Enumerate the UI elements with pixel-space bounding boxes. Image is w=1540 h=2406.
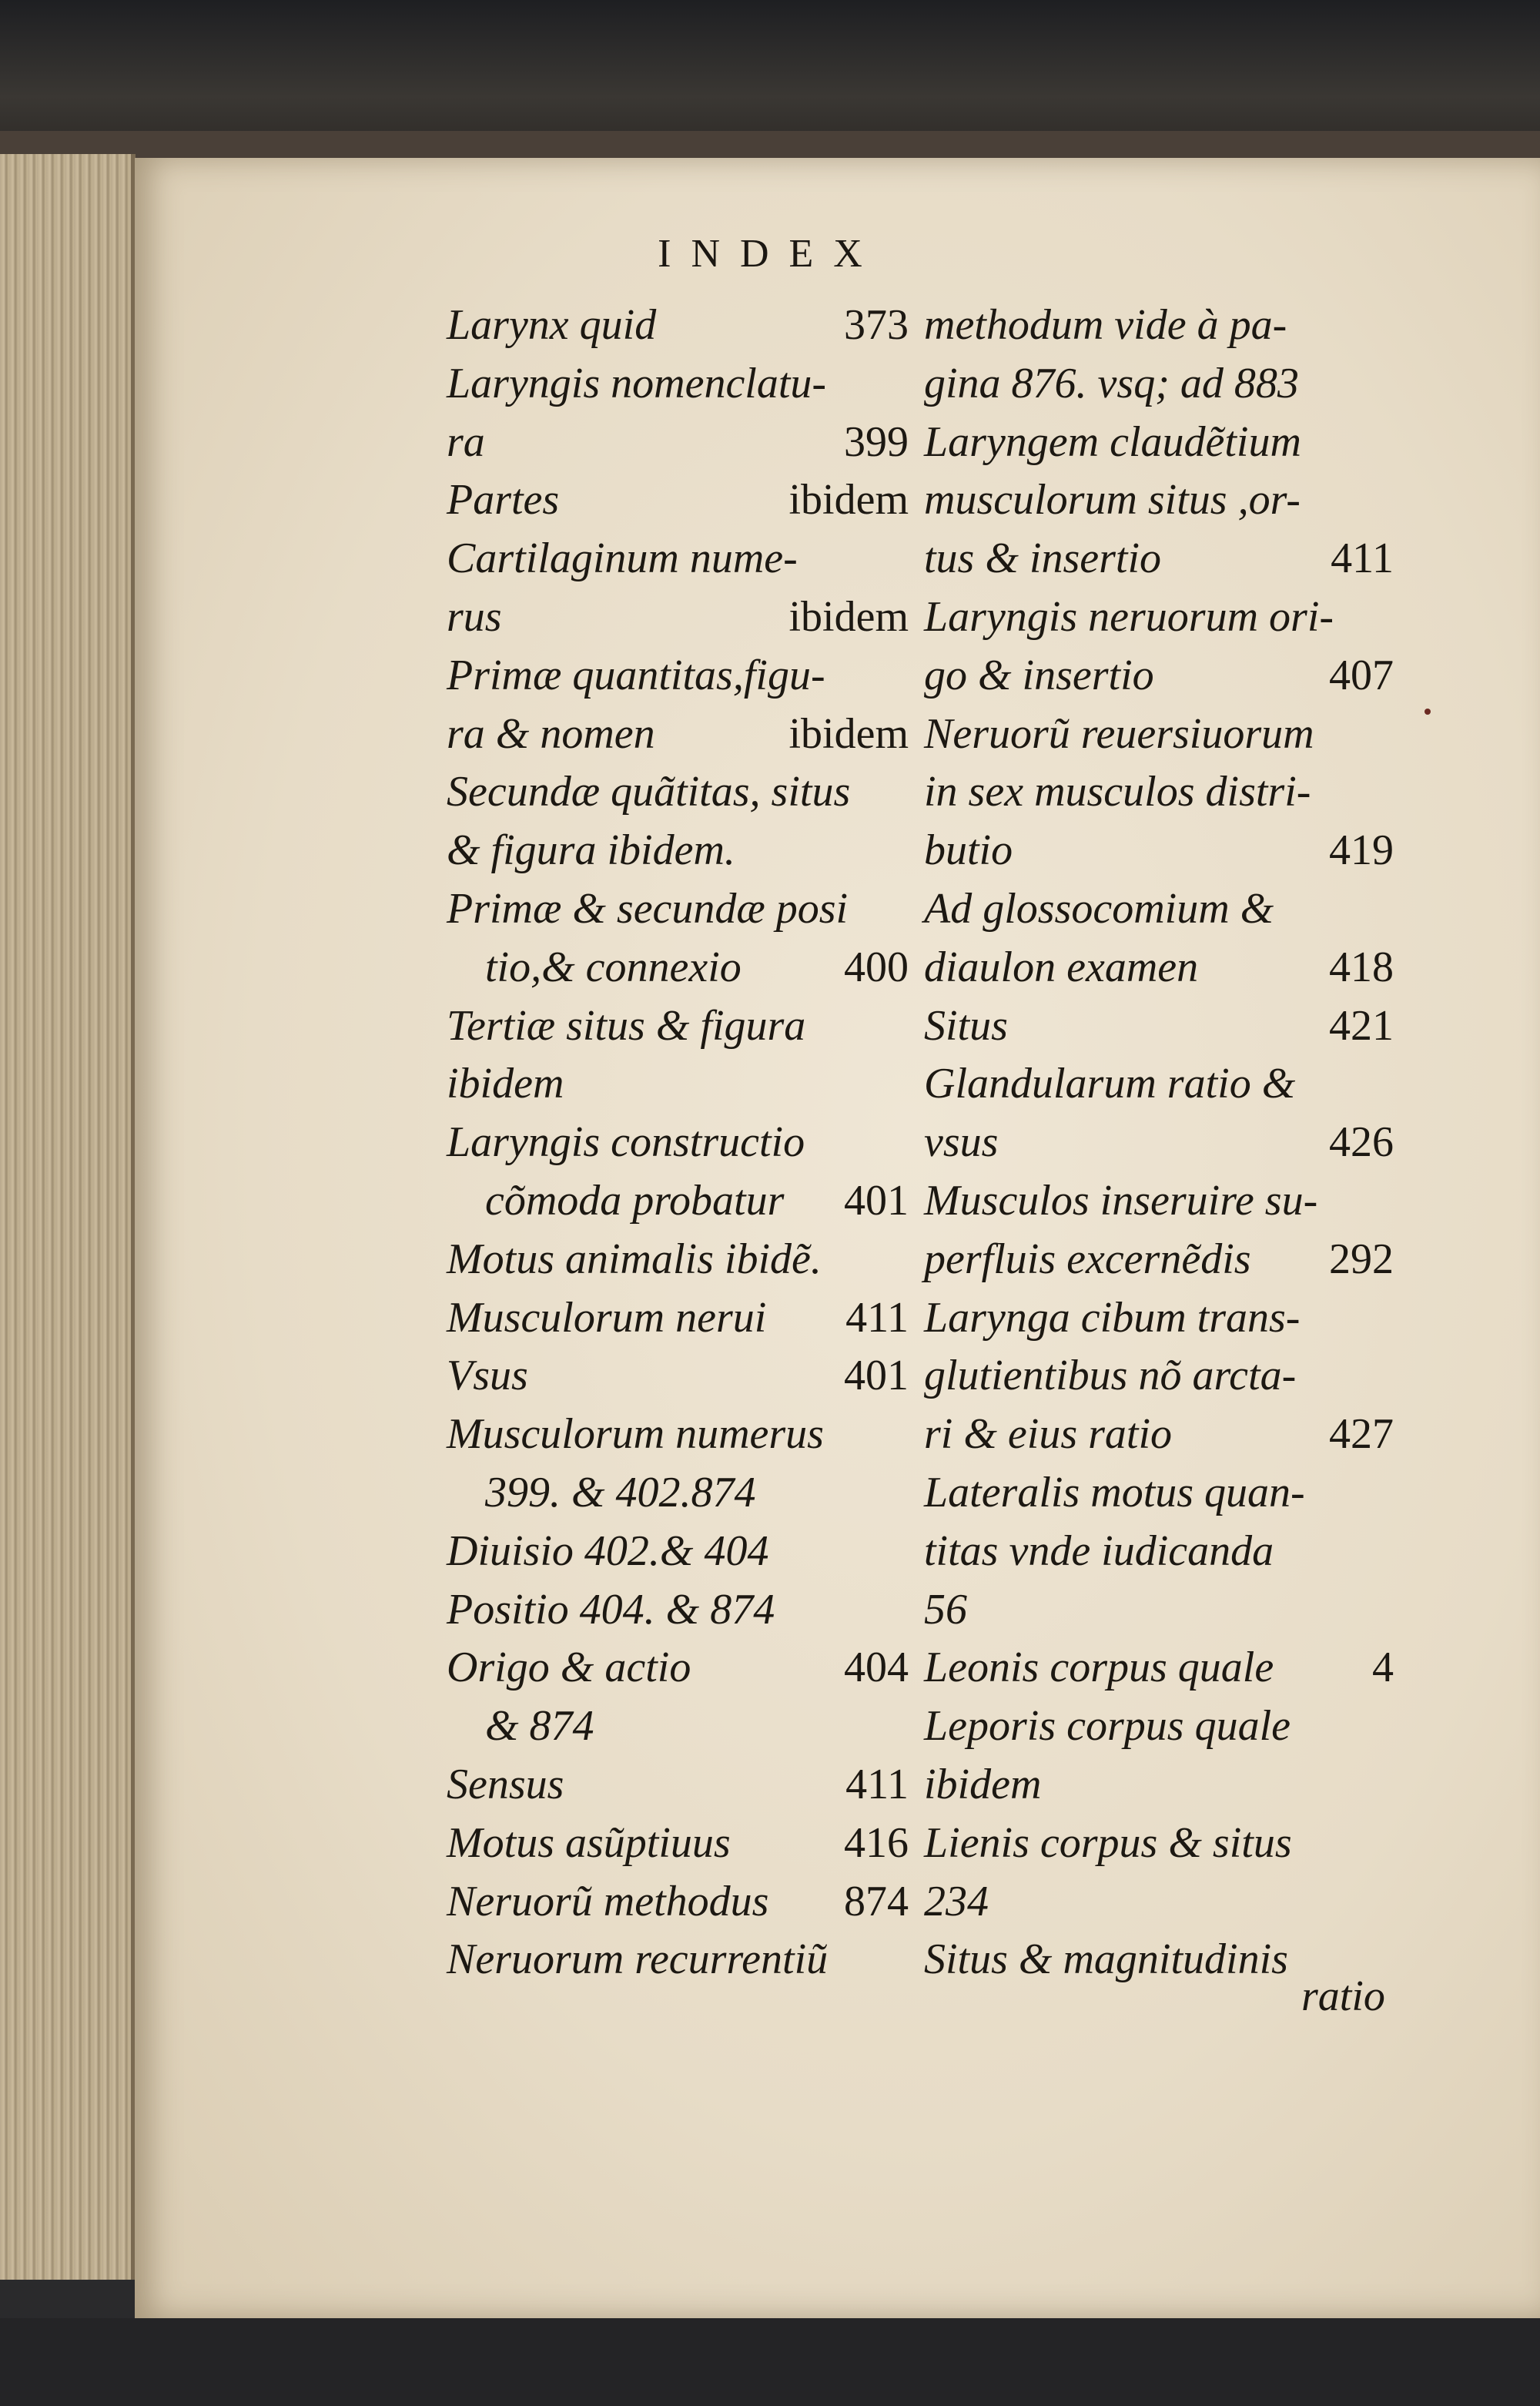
index-entry — [447, 588, 909, 647]
index-entry — [447, 1815, 909, 1873]
entry-page-ref: 400 — [844, 943, 909, 991]
entry-text: butio — [924, 826, 1013, 875]
entry-text: tio,& connexio — [485, 943, 742, 991]
entry-text: Neruorum recurrentiũ — [447, 1935, 829, 1984]
left-index-column — [447, 297, 909, 1989]
entry-text: ra — [447, 417, 485, 466]
entry-page-ref: ibidem — [788, 592, 909, 641]
entry-text: Musculos inseruire su- — [924, 1176, 1318, 1225]
entry-text: 56 — [924, 1585, 967, 1634]
index-entry — [924, 414, 1394, 472]
entry-text: Lienis corpus & situs — [924, 1818, 1292, 1867]
entry-page-ref: 4 — [1372, 1644, 1394, 1692]
entry-text: Musculorum nerui — [447, 1293, 767, 1342]
index-entry — [924, 705, 1394, 764]
index-entry — [447, 763, 909, 822]
entry-page-ref: 418 — [1329, 943, 1394, 991]
index-entry — [924, 1581, 1394, 1640]
entry-text: rus — [447, 592, 502, 641]
index-entry — [924, 1464, 1394, 1523]
entry-page-ref: 401 — [844, 1176, 909, 1225]
index-entry — [447, 355, 909, 414]
index-entry — [924, 1406, 1394, 1464]
index-entry — [447, 1464, 909, 1523]
entry-text: Laryngis constructio — [447, 1118, 805, 1167]
index-entry — [924, 939, 1394, 997]
index-entry — [447, 1114, 909, 1172]
entry-text: ri & eius ratio — [924, 1410, 1173, 1459]
entry-text: Larynx quid — [447, 301, 657, 349]
index-entry — [924, 297, 1394, 355]
index-entry — [447, 1523, 909, 1581]
entry-text: Motus animalis ibidẽ. — [447, 1235, 822, 1283]
index-entry — [924, 1756, 1394, 1815]
entry-page-ref: 401 — [844, 1352, 909, 1400]
entry-text: Partes — [447, 476, 560, 524]
index-entry — [447, 414, 909, 472]
entry-text: Motus asũptiuus — [447, 1818, 731, 1867]
index-entry — [447, 647, 909, 705]
catchword: ratio — [1301, 1972, 1385, 2020]
index-entry — [447, 1931, 909, 1989]
index-entry — [924, 647, 1394, 705]
index-entry — [447, 1406, 909, 1464]
index-entry — [924, 1873, 1394, 1932]
entry-text: Laryngis neruorum ori- — [924, 592, 1334, 641]
entry-page-ref: 411 — [845, 1760, 909, 1808]
index-entry — [924, 1172, 1394, 1231]
entry-text: ibidem — [924, 1760, 1042, 1808]
entry-text: Lateralis motus quan- — [924, 1468, 1305, 1516]
entry-text: Larynga cibum trans- — [924, 1293, 1301, 1342]
index-entry — [447, 471, 909, 530]
index-entry — [924, 355, 1394, 414]
entry-text: 234 — [924, 1877, 989, 1925]
entry-text: Primæ quantitas,figu- — [447, 651, 825, 699]
entry-page-ref: 419 — [1329, 826, 1394, 875]
index-entry — [447, 297, 909, 355]
background-bottom — [0, 2318, 1540, 2406]
entry-text: musculorum situs ,or- — [924, 476, 1301, 524]
index-entry — [447, 822, 909, 880]
entry-text: Vsus — [447, 1352, 528, 1400]
book-spine-shadow — [0, 131, 1540, 162]
entry-text: Cartilaginum nume- — [447, 534, 798, 583]
entry-text: Laryngem claudẽtium — [924, 417, 1301, 466]
index-entry — [924, 471, 1394, 530]
entry-text: Neruorũ methodus — [447, 1877, 769, 1925]
index-entry — [447, 1289, 909, 1348]
entry-text: Neruorũ reuersiuorum — [924, 709, 1314, 758]
index-entry — [924, 880, 1394, 939]
page-edges — [0, 154, 136, 2280]
index-entry — [924, 1114, 1394, 1172]
ink-mark — [1424, 709, 1431, 715]
entry-text: Diuisio 402.& 404 — [447, 1526, 769, 1575]
index-entry — [924, 1697, 1394, 1756]
entry-text: Sensus — [447, 1760, 564, 1808]
entry-text: vsus — [924, 1118, 999, 1167]
entry-text: glutientibus nõ arcta- — [924, 1352, 1297, 1400]
entry-text: 399. & 402.874 — [485, 1468, 756, 1516]
index-entry — [924, 1523, 1394, 1581]
index-entry — [924, 1055, 1394, 1114]
entry-text: gina 876. vsq; ad 883 — [924, 359, 1299, 407]
index-entry — [447, 1756, 909, 1815]
entry-page-ref: 416 — [844, 1818, 909, 1867]
entry-page-ref: 404 — [844, 1644, 909, 1692]
index-entry — [924, 1231, 1394, 1289]
index-entry — [447, 1581, 909, 1640]
entry-text: Primæ & secundæ posi — [447, 884, 849, 933]
entry-page-ref: 411 — [845, 1293, 909, 1342]
index-entry — [924, 588, 1394, 647]
entry-page-ref: 373 — [844, 301, 909, 349]
entry-page-ref: 421 — [1329, 1001, 1394, 1050]
index-entry — [447, 880, 909, 939]
entry-text: Leonis corpus quale — [924, 1644, 1274, 1692]
entry-text: & figura ibidem. — [447, 826, 735, 875]
entry-text: Situs & magnitudinis — [924, 1935, 1288, 1984]
entry-page-ref: 411 — [1331, 534, 1394, 583]
index-entry — [924, 1639, 1394, 1697]
entry-page-ref: 399 — [844, 417, 909, 466]
entry-text: perfluis excernẽdis — [924, 1235, 1251, 1283]
entry-text: Positio 404. & 874 — [447, 1585, 775, 1634]
index-entry — [447, 1639, 909, 1697]
index-entry — [924, 822, 1394, 880]
right-index-column — [924, 297, 1394, 1989]
entry-page-ref: 427 — [1329, 1410, 1394, 1459]
index-entry — [924, 763, 1394, 822]
index-entry — [447, 530, 909, 588]
entry-text: Origo & actio — [447, 1644, 691, 1692]
index-entry — [924, 1347, 1394, 1406]
index-entry — [447, 705, 909, 764]
entry-text: ra & nomen — [447, 709, 655, 758]
entry-text: ibidem — [447, 1060, 564, 1108]
entry-text: go & insertio — [924, 651, 1154, 699]
entry-text: Tertiæ situs & figura — [447, 1001, 806, 1050]
entry-text: tus & insertio — [924, 534, 1162, 583]
index-entry — [447, 997, 909, 1056]
entry-text: in sex musculos distri- — [924, 768, 1311, 816]
entry-text: titas vnde iudicanda — [924, 1526, 1274, 1575]
entry-text: & 874 — [485, 1702, 594, 1751]
entry-text: cõmoda probatur — [485, 1176, 785, 1225]
entry-text: methodum vide à pa- — [924, 301, 1287, 349]
entry-page-ref: ibidem — [788, 476, 909, 524]
index-entry — [447, 939, 909, 997]
index-entry — [447, 1055, 909, 1114]
entry-text: Glandularum ratio & — [924, 1060, 1296, 1108]
index-entry — [924, 997, 1394, 1056]
index-entry — [447, 1697, 909, 1756]
entry-text: Ad glossocomium & — [924, 884, 1274, 933]
entry-page-ref: 292 — [1329, 1235, 1394, 1283]
entry-text: Laryngis nomenclatu- — [447, 359, 827, 407]
entry-page-ref: ibidem — [788, 709, 909, 758]
entry-text: Musculorum numerus — [447, 1410, 824, 1459]
entry-text: Leporis corpus quale — [924, 1702, 1291, 1751]
entry-text: Situs — [924, 1001, 1008, 1050]
entry-page-ref: 407 — [1329, 651, 1394, 699]
index-entry — [924, 1815, 1394, 1873]
entry-page-ref: 426 — [1329, 1118, 1394, 1167]
index-entry — [447, 1172, 909, 1231]
entry-text: Secundæ quãtitas, situs — [447, 768, 851, 816]
entry-page-ref: 874 — [844, 1877, 909, 1925]
index-entry — [924, 530, 1394, 588]
index-entry — [924, 1289, 1394, 1348]
entry-text: diaulon examen — [924, 943, 1199, 991]
page-header: INDEX — [658, 232, 882, 276]
index-entry — [447, 1231, 909, 1289]
index-entry — [447, 1873, 909, 1932]
index-entry — [447, 1347, 909, 1406]
